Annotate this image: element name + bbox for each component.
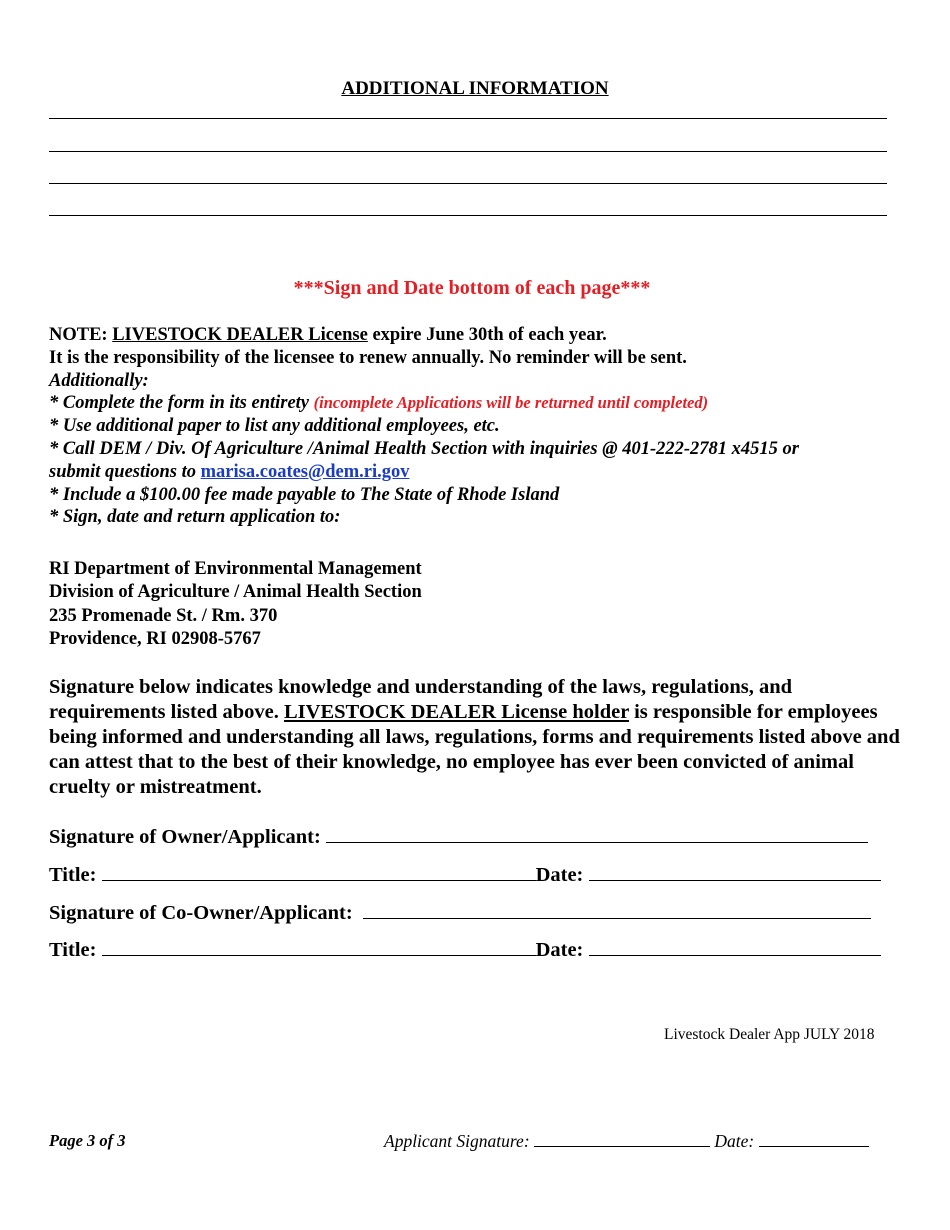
note-item-call-cont: submit questions to marisa.coates@dem.ri.gov: [49, 461, 410, 482]
form-version: Livestock Dealer App JULY 2018: [664, 1026, 875, 1043]
owner-title-row: Title: Date:: [49, 862, 881, 887]
coowner-signature-field[interactable]: [363, 900, 871, 919]
coowner-date-field[interactable]: [589, 937, 881, 956]
note-additionally: Additionally:: [49, 370, 149, 391]
additional-info-line-2[interactable]: [49, 151, 887, 152]
owner-date-field[interactable]: [589, 862, 881, 881]
coowner-title-field[interactable]: [102, 937, 536, 956]
incomplete-warning: (incomplete Applications will be returned until completed): [313, 393, 709, 413]
note-item-return: * Sign, date and return application to:: [49, 507, 341, 528]
note-item-fee: * Include a $100.00 fee made payable to The State of Rhode Island: [49, 484, 560, 505]
footer-signature-row: Applicant Signature: Date:: [384, 1131, 869, 1152]
coowner-title-row: Title: Date:: [49, 937, 881, 962]
additional-info-line-3[interactable]: [49, 183, 887, 184]
note-item-additional-paper: * Use additional paper to list any additional employees, etc.: [49, 416, 500, 437]
footer-date-field[interactable]: [759, 1131, 869, 1147]
footer-signature-field[interactable]: [534, 1131, 710, 1147]
owner-signature-field[interactable]: [326, 824, 868, 843]
owner-signature-row: Signature of Owner/Applicant:: [49, 824, 868, 849]
owner-title-field[interactable]: [102, 862, 536, 881]
attestation-statement: Signature below indicates knowledge and understanding of the laws, regulations, and requirements listed above. LIVESTOCK DEALER License holder is responsible for employees being informed and understanding all laws, regulations, forms and requirements listed above and can attest that to the best of their knowledge, no employee has ever been convicted of animal cruelty or mistreatment.: [49, 676, 900, 798]
mailing-address: RI Department of Environmental Management Division of Agriculture / Animal Health Section 235 Promenade St. / Rm. 370 Providence, RI 02908-5767: [49, 559, 422, 650]
note-block: [49, 324, 899, 529]
sign-date-notice: ***Sign and Date bottom of each page***: [293, 277, 651, 299]
email-link[interactable]: marisa.coates@dem.ri.gov: [200, 461, 410, 482]
note-expiry: NOTE: LIVESTOCK DEALER License expire June 30th of each year.: [49, 325, 607, 345]
note-item-call: * Call DEM / Div. Of Agriculture /Animal Health Section with inquiries @ 401-222-2781 x4515 or: [49, 438, 799, 459]
additional-info-line-1[interactable]: [49, 118, 887, 119]
note-renew: It is the responsibility of the licensee to renew annually. No reminder will be sent.: [49, 347, 687, 368]
page-number: Page 3 of 3: [49, 1131, 126, 1150]
coowner-signature-row: Signature of Co-Owner/Applicant:: [49, 900, 871, 925]
additional-info-line-4[interactable]: [49, 215, 887, 216]
note-item-complete: * Complete the form in its entirety (incomplete Applications will be returned until completed): [49, 393, 709, 414]
page-title: [0, 78, 950, 100]
page-title-text: ADDITIONAL INFORMATION: [341, 78, 609, 99]
